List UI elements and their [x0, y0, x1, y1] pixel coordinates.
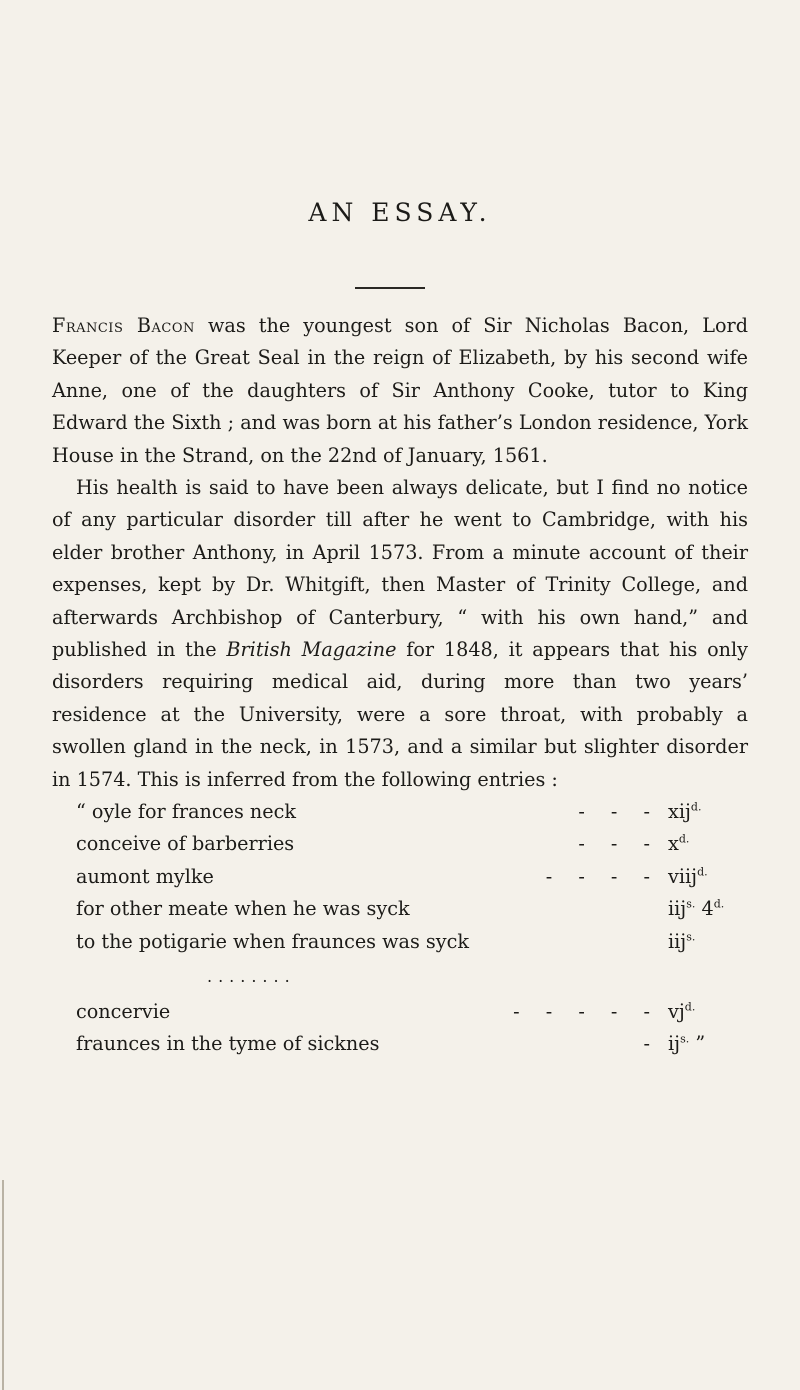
- entry-leader: - - -: [578, 832, 660, 856]
- entry-row: [52, 796, 748, 828]
- entry-amount: $x^{d.}$: [668, 832, 690, 856]
- entry-label: concervie: [76, 1000, 171, 1024]
- paragraph-2-text-b: for 1848, it appears that his only disorders requiring medical aid, during more than two years’ residence at the University, were a sore throat, with probably a swollen gland in the neck, in 1573, and a similar but slighter disorder in 1574. This is inferred from the following entries :: [52, 638, 749, 791]
- entry-row: [52, 996, 748, 1028]
- magazine-title: British Magazine: [226, 638, 397, 662]
- entry-leader: - - - - -: [513, 1000, 660, 1024]
- entry-row: [52, 926, 748, 958]
- entry-amount: $ij^{s.}$ ”: [668, 1032, 706, 1056]
- entry-label: to the potigarie when fraunces was syck: [76, 929, 469, 953]
- entry-label: conceive of barberries: [76, 832, 295, 856]
- page-edge-shadow: [2, 1180, 4, 1390]
- title-rule: [355, 287, 425, 289]
- omission-dots: ........: [207, 967, 296, 987]
- opening-name: Francis Bacon: [52, 314, 195, 337]
- paragraph-2-text-a: His health is said to have been always delicate, but I find no notice of any particular disorder till after he went to Cambridge, with his elder brother Anthony, in April 1573. From a minute account of their expenses, kept by Dr. Whitgift, then Master of Trinity College, and afterwards Archbishop of Canterbury, “ with his own hand,” and published in the: [52, 476, 748, 662]
- entry-leader: - - -: [578, 800, 660, 824]
- paragraph-2: [52, 472, 748, 796]
- entry-amount: iij$^{s.}$: [668, 929, 696, 953]
- entry-label: fraunces in the tyme of sicknes: [76, 1032, 380, 1056]
- page-title: AN ESSAY.: [308, 198, 492, 227]
- entry-leader: - - - -: [545, 864, 660, 888]
- entry-row: [52, 828, 748, 860]
- essay-body: [52, 310, 748, 1061]
- entry-label: “ oyle for frances neck: [76, 800, 297, 824]
- entry-label: aumont mylke: [76, 864, 214, 888]
- entry-row: [52, 861, 748, 893]
- entry-amount: xij$^{d.}$: [668, 800, 702, 824]
- entry-amount: $vj^{d.}$: [668, 1000, 696, 1024]
- entry-amount: viij$^{d.}$: [668, 864, 708, 888]
- entry-leader: -: [643, 1032, 660, 1056]
- paragraph-1-text: was the youngest son of Sir Nicholas Bacon, Lord Keeper of the Great Seal in the reign of Elizabeth, by his second wife Anne, one of the daughters of Sir Anthony Cooke, tutor to King Edward the Sixth ; and was born at his father’s London residence, York House in the Strand, on the 22nd of January, 1561.: [52, 314, 748, 467]
- entry-row: [52, 893, 748, 925]
- paragraph-1: [52, 310, 748, 472]
- entry-row: [52, 1028, 748, 1060]
- expense-entries: [52, 796, 748, 1061]
- entry-label: for other meate when he was syck: [76, 897, 410, 921]
- entry-amount: iij$^{s.}$ $4^{d.}$: [668, 897, 725, 921]
